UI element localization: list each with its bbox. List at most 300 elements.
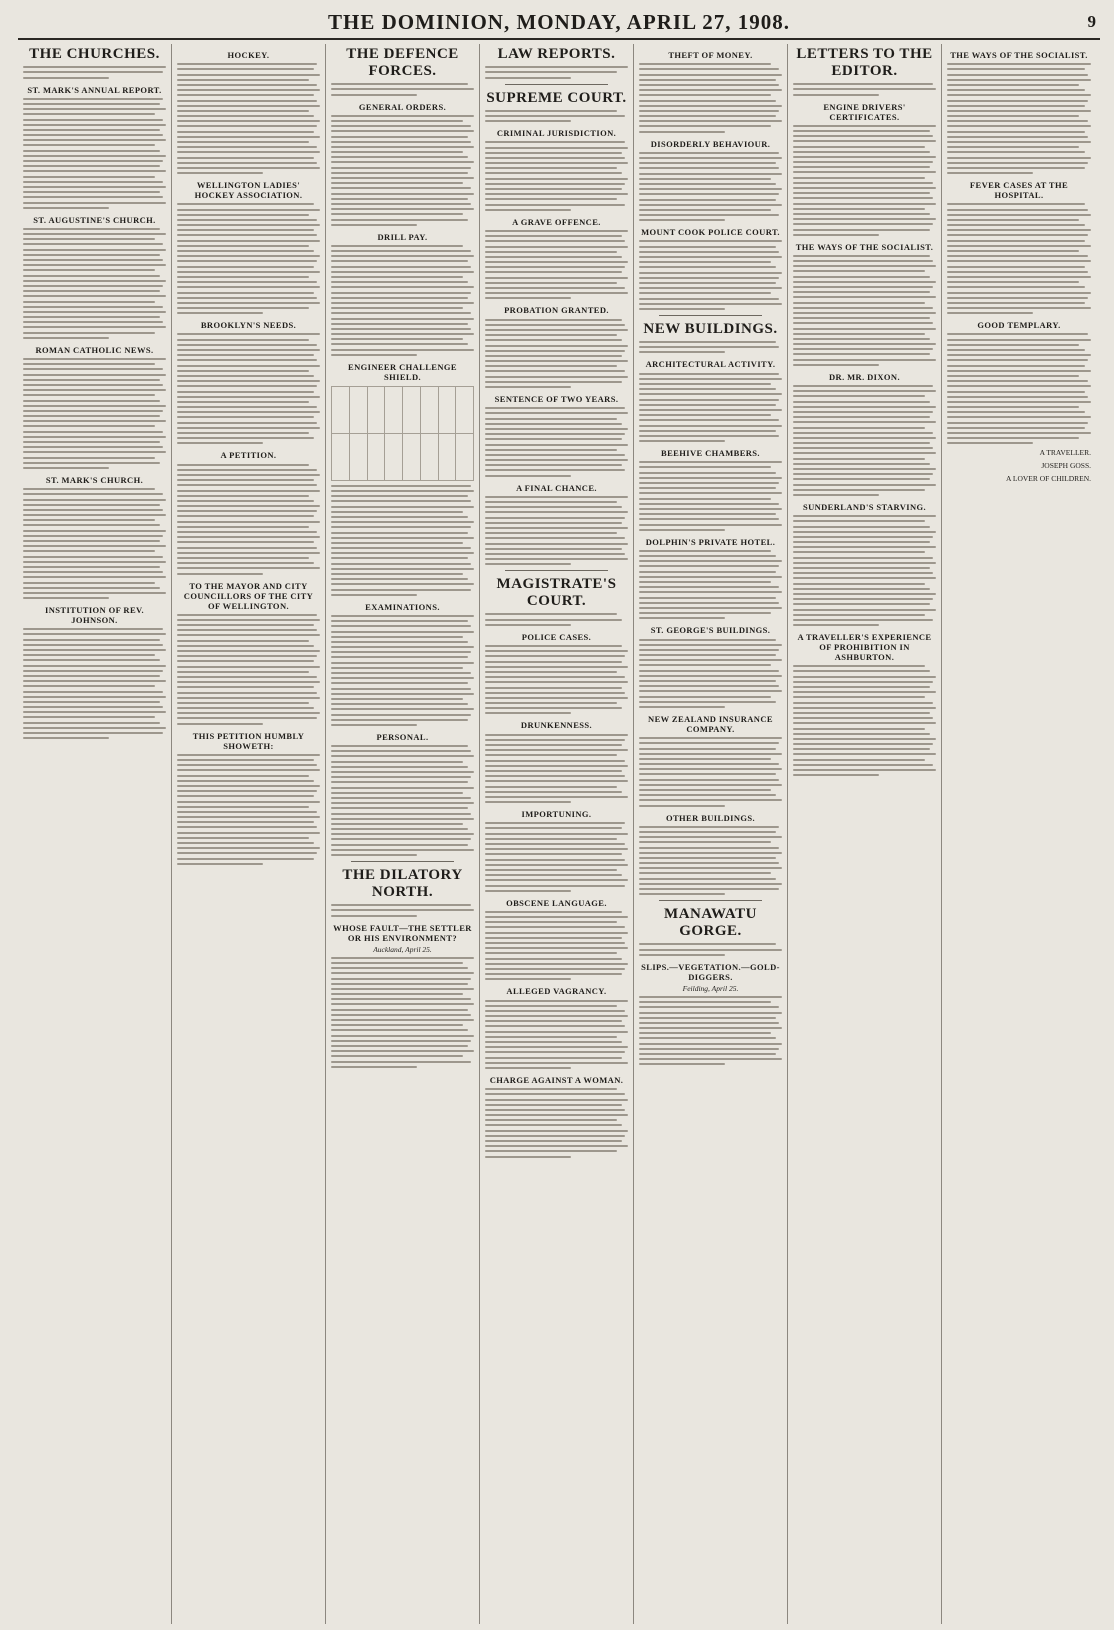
text-line: [177, 671, 309, 673]
text-line: [485, 712, 571, 714]
text-line: [23, 290, 160, 292]
text-line: [23, 685, 155, 687]
text-line: [485, 754, 617, 756]
text-line: [23, 519, 155, 521]
text-line: [793, 764, 933, 766]
text-line: [639, 1058, 782, 1060]
text-line: [793, 473, 933, 475]
text-line: [485, 968, 625, 970]
text-line: [639, 639, 776, 641]
text-line: [639, 826, 779, 828]
text-line: [793, 218, 936, 220]
text-line: [485, 204, 625, 206]
text-line: [639, 753, 782, 755]
text-line: [793, 624, 879, 626]
text-line: [331, 904, 471, 906]
text-line: [947, 333, 1088, 335]
text-line: [177, 271, 320, 273]
text-line: [177, 110, 309, 112]
text-line: [331, 677, 474, 679]
text-line: [639, 79, 776, 81]
text-line: [485, 661, 622, 663]
text-line: [639, 414, 771, 416]
text-line: [23, 181, 163, 183]
letter-signature: A TRAVELLER.: [1039, 448, 1091, 458]
text-line: [639, 748, 776, 750]
sub-heading: POLICE CASES.: [521, 631, 592, 642]
sub-heading: MOUNT COOK POLICE COURT.: [641, 227, 780, 238]
sub-heading: OBSCENE LANGUAGE.: [506, 897, 607, 908]
text-line: [485, 251, 617, 253]
text-line: [177, 115, 314, 117]
text-line: [639, 419, 779, 421]
text-line: [639, 612, 771, 614]
text-line: [485, 874, 622, 876]
text-line: [947, 406, 1079, 408]
section-heading: LETTERS TO THE EDITOR.: [796, 46, 933, 79]
text-line: [485, 1062, 628, 1064]
text-line: [947, 125, 1091, 127]
text-line: [331, 703, 468, 705]
section-heading: THE CHURCHES.: [29, 46, 160, 62]
text-line: [793, 665, 925, 667]
text-line: [23, 233, 166, 235]
text-line: [793, 255, 930, 257]
text-line: [177, 162, 317, 164]
text-line: [177, 63, 317, 65]
text-line: [23, 124, 166, 126]
text-line: [331, 646, 474, 648]
text-line: [485, 376, 628, 378]
text-line: [639, 763, 779, 765]
text-line: [177, 484, 317, 486]
text-line: [23, 706, 163, 708]
text-line: [331, 1055, 463, 1057]
text-line: [23, 462, 160, 464]
text-line: [485, 848, 628, 850]
text-line: [23, 732, 163, 734]
text-line: [485, 952, 617, 954]
text-line: [485, 162, 628, 164]
text-line: [639, 482, 779, 484]
text-line: [331, 662, 474, 664]
text-line: [177, 676, 317, 678]
text-line: [331, 651, 471, 653]
sub-heading: A FINAL CHANCE.: [516, 482, 597, 493]
text-line: [177, 769, 320, 771]
text-line: [485, 172, 622, 174]
text-line: [23, 98, 163, 100]
text-line: [177, 754, 320, 756]
text-line: [639, 1063, 725, 1065]
text-line: [331, 88, 474, 90]
sub-heading: ROMAN CATHOLIC NEWS.: [35, 344, 154, 355]
text-line: [177, 847, 320, 849]
text-line: [331, 656, 468, 658]
text-line: [23, 711, 166, 713]
dateline: Auckland, April 25.: [373, 944, 432, 954]
text-line: [485, 230, 628, 232]
text-line: [639, 649, 779, 651]
text-line: [485, 77, 571, 79]
text-line: [485, 141, 625, 143]
text-line: [331, 807, 468, 809]
text-line: [793, 722, 936, 724]
text-line: [947, 260, 1091, 262]
text-line: [639, 524, 782, 526]
text-line: [331, 957, 474, 959]
text-line: [177, 84, 317, 86]
text-line: [485, 297, 571, 299]
text-line: [23, 691, 163, 693]
text-line: [23, 306, 163, 308]
text-line: [793, 774, 879, 776]
text-line: [331, 781, 468, 783]
text-line: [23, 144, 155, 146]
text-line: [23, 530, 166, 532]
text-line: [331, 125, 471, 127]
text-line: [639, 852, 782, 854]
text-line: [793, 696, 925, 698]
text-line: [177, 131, 314, 133]
table-cell: [367, 433, 385, 480]
text-line: [793, 769, 936, 771]
text-line: [639, 240, 782, 242]
text-line: [331, 542, 463, 544]
text-line: [793, 463, 930, 465]
sub-heading: DISORDERLY BEHAVIOUR.: [650, 138, 771, 149]
text-line: [485, 1124, 622, 1126]
text-line: [485, 464, 622, 466]
text-line: [177, 437, 314, 439]
text-line: [485, 1119, 617, 1121]
text-line: [177, 250, 314, 252]
text-line: [947, 250, 1079, 252]
text-line: [639, 110, 779, 112]
text-line: [793, 458, 925, 460]
table-cell: [420, 386, 438, 433]
text-line: [177, 370, 309, 372]
text-line: [331, 615, 474, 617]
text-line: [639, 576, 782, 578]
text-line: [485, 1005, 617, 1007]
text-line: [177, 125, 317, 127]
text-line: [639, 954, 725, 956]
text-line: [331, 115, 474, 117]
text-line: [485, 973, 622, 975]
text-line: [485, 256, 622, 258]
text-line: [177, 490, 320, 492]
text-line: [793, 670, 930, 672]
sub-heading: ST. GEORGE'S BUILDINGS.: [650, 625, 771, 636]
text-line: [177, 707, 314, 709]
text-line: [331, 1014, 471, 1016]
text-line: [639, 266, 776, 268]
text-line: [485, 1041, 622, 1043]
text-line: [331, 682, 468, 684]
text-line: [485, 890, 571, 892]
text-line: [793, 322, 933, 324]
text-line: [177, 74, 320, 76]
text-line: [177, 629, 317, 631]
text-line: [23, 66, 166, 68]
sub-heading: BEEHIVE CHAMBERS.: [661, 448, 760, 459]
text-line: [639, 706, 725, 708]
text-line: [23, 119, 163, 121]
text-line: [177, 344, 317, 346]
text-line: [331, 343, 468, 345]
text-line: [177, 780, 314, 782]
text-line: [485, 501, 617, 503]
text-line: [177, 167, 320, 169]
text-line: [485, 324, 625, 326]
text-line: [485, 958, 622, 960]
text-line: [947, 167, 1085, 169]
text-line: [485, 188, 622, 190]
sub-heading: ALLEGED VAGRANCY.: [506, 986, 607, 997]
text-line: [177, 801, 320, 803]
text-line: [639, 555, 776, 557]
text-line: [485, 926, 625, 928]
text-line: [947, 245, 1091, 247]
text-line: [23, 301, 155, 303]
text-line: [485, 1114, 628, 1116]
text-line: [639, 836, 782, 838]
text-line: [639, 162, 776, 164]
text-line: [639, 550, 771, 552]
text-line: [485, 1088, 617, 1090]
text-line: [177, 536, 320, 538]
text-line: [177, 146, 317, 148]
text-line: [485, 864, 628, 866]
text-line: [947, 354, 1091, 356]
column-7: [942, 44, 1096, 1624]
text-line: [485, 271, 622, 273]
text-line: [639, 949, 782, 951]
text-line: [485, 1057, 622, 1059]
text-line: [793, 281, 936, 283]
text-line: [793, 432, 933, 434]
text-line: [23, 321, 163, 323]
text-line: [23, 571, 163, 573]
text-line: [177, 852, 317, 854]
text-line: [485, 110, 617, 112]
results-table: [331, 386, 474, 481]
text-line: [331, 490, 474, 492]
text-line: [331, 354, 417, 356]
text-line: [177, 401, 309, 403]
sub-heading: NEW ZEALAND INSURANCE COMPANY.: [648, 713, 773, 734]
text-line: [639, 867, 782, 869]
text-line: [947, 255, 1088, 257]
text-line: [177, 120, 320, 122]
text-line: [485, 449, 617, 451]
text-line: [485, 879, 628, 881]
text-line: [485, 687, 622, 689]
text-line: [793, 593, 936, 595]
sub-heading: A TRAVELLER'S EXPERIENCE OF PROHIBITION IN ASHBURTON.: [797, 632, 932, 663]
text-line: [947, 141, 1091, 143]
text-line: [485, 407, 625, 409]
text-line: [23, 269, 155, 271]
sub-heading: TO THE MAYOR AND CITY COUNCILLORS OF THE CITY OF WELLINGTON.: [183, 580, 314, 611]
text-line: [947, 422, 1088, 424]
text-line: [485, 543, 628, 545]
text-line: [793, 577, 936, 579]
text-line: [639, 219, 725, 221]
text-line: [23, 264, 166, 266]
text-line: [331, 328, 471, 330]
text-line: [485, 167, 617, 169]
text-line: [23, 228, 160, 230]
text-line: [177, 442, 263, 444]
text-line: [639, 597, 776, 599]
text-line: [947, 292, 1091, 294]
text-line: [177, 790, 317, 792]
text-line: [331, 307, 463, 309]
text-line: [177, 219, 317, 221]
text-line: [947, 432, 1091, 434]
text-line: [177, 495, 309, 497]
text-line: [177, 573, 263, 575]
text-line: [23, 561, 166, 563]
text-line: [947, 100, 1088, 102]
table-cell: [332, 433, 350, 480]
text-line: [331, 766, 468, 768]
text-line: [485, 833, 628, 835]
text-line: [177, 660, 314, 662]
text-line: [639, 696, 771, 698]
text-line: [23, 103, 160, 105]
text-line: [947, 307, 1091, 309]
text-line: [639, 888, 779, 890]
text-line: [331, 557, 468, 559]
sub-heading: ST. AUGUSTINE'S CHURCH.: [33, 214, 156, 225]
text-line: [793, 83, 933, 85]
sub-heading: DR. MR. DIXON.: [829, 371, 900, 382]
text-line: [485, 1031, 628, 1033]
text-line: [331, 719, 468, 721]
text-line: [485, 412, 628, 414]
sub-heading: PERSONAL.: [376, 731, 429, 742]
text-line: [23, 566, 160, 568]
text-line: [639, 303, 782, 305]
text-line: [331, 312, 471, 314]
section-rule: [659, 900, 762, 901]
text-line: [177, 411, 320, 413]
text-line: [947, 359, 1088, 361]
text-line: [639, 277, 779, 279]
text-line: [331, 1019, 474, 1021]
text-line: [331, 130, 474, 132]
text-line: [177, 832, 320, 834]
text-line: [331, 250, 471, 252]
text-line: [793, 452, 936, 454]
text-line: [793, 88, 936, 90]
text-line: [793, 151, 930, 153]
text-line: [23, 165, 160, 167]
text-line: [793, 515, 936, 517]
text-line: [639, 188, 782, 190]
text-line: [23, 649, 166, 651]
text-line: [331, 993, 463, 995]
text-line: [947, 172, 1033, 174]
text-line: [177, 634, 320, 636]
text-line: [485, 147, 628, 149]
text-line: [793, 353, 930, 355]
text-line: [793, 686, 930, 688]
text-line: [485, 853, 622, 855]
text-line: [793, 338, 930, 340]
text-line: [23, 592, 166, 594]
text-line: [23, 368, 163, 370]
sub-heading: ST. MARK'S ANNUAL REPORT.: [27, 84, 162, 95]
text-line: [947, 385, 1091, 387]
text-line: [793, 416, 930, 418]
text-line: [177, 837, 309, 839]
text-line: [331, 698, 463, 700]
text-line: [23, 556, 163, 558]
text-line: [23, 499, 166, 501]
text-line: [331, 506, 474, 508]
text-line: [485, 655, 625, 657]
text-line: [793, 676, 936, 678]
text-line: [23, 374, 166, 376]
text-line: [485, 469, 625, 471]
text-line: [331, 1009, 468, 1011]
text-line: [331, 915, 417, 917]
text-line: [947, 281, 1079, 283]
text-line: [331, 1024, 463, 1026]
text-line: [639, 388, 776, 390]
text-line: [639, 685, 779, 687]
text-line: [331, 636, 463, 638]
text-line: [23, 280, 166, 282]
text-line: [23, 326, 166, 328]
text-line: [23, 514, 166, 516]
text-line: [23, 680, 166, 682]
text-line: [485, 277, 628, 279]
text-line: [331, 208, 474, 210]
text-line: [23, 191, 160, 193]
text-line: [331, 161, 474, 163]
text-line: [639, 261, 771, 263]
text-line: [485, 1145, 628, 1147]
text-line: [639, 675, 782, 677]
text-line: [639, 125, 771, 127]
text-line: [331, 813, 471, 815]
text-line: [947, 203, 1085, 205]
text-line: [331, 849, 474, 851]
sub-heading: OTHER BUILDINGS.: [665, 812, 756, 823]
text-line: [23, 275, 160, 277]
text-line: [947, 344, 1079, 346]
text-line: [947, 219, 1079, 221]
text-line: [639, 435, 779, 437]
text-line: [639, 857, 776, 859]
text-line: [485, 506, 622, 508]
text-line: [23, 311, 166, 313]
text-line: [485, 198, 617, 200]
text-line: [947, 209, 1088, 211]
sub-heading: A GRAVE OFFENCE.: [512, 216, 601, 227]
text-line: [331, 714, 471, 716]
text-line: [639, 737, 782, 739]
sub-heading: PROBATION GRANTED.: [504, 305, 609, 316]
text-line: [23, 524, 160, 526]
text-line: [177, 416, 314, 418]
text-line: [947, 105, 1085, 107]
